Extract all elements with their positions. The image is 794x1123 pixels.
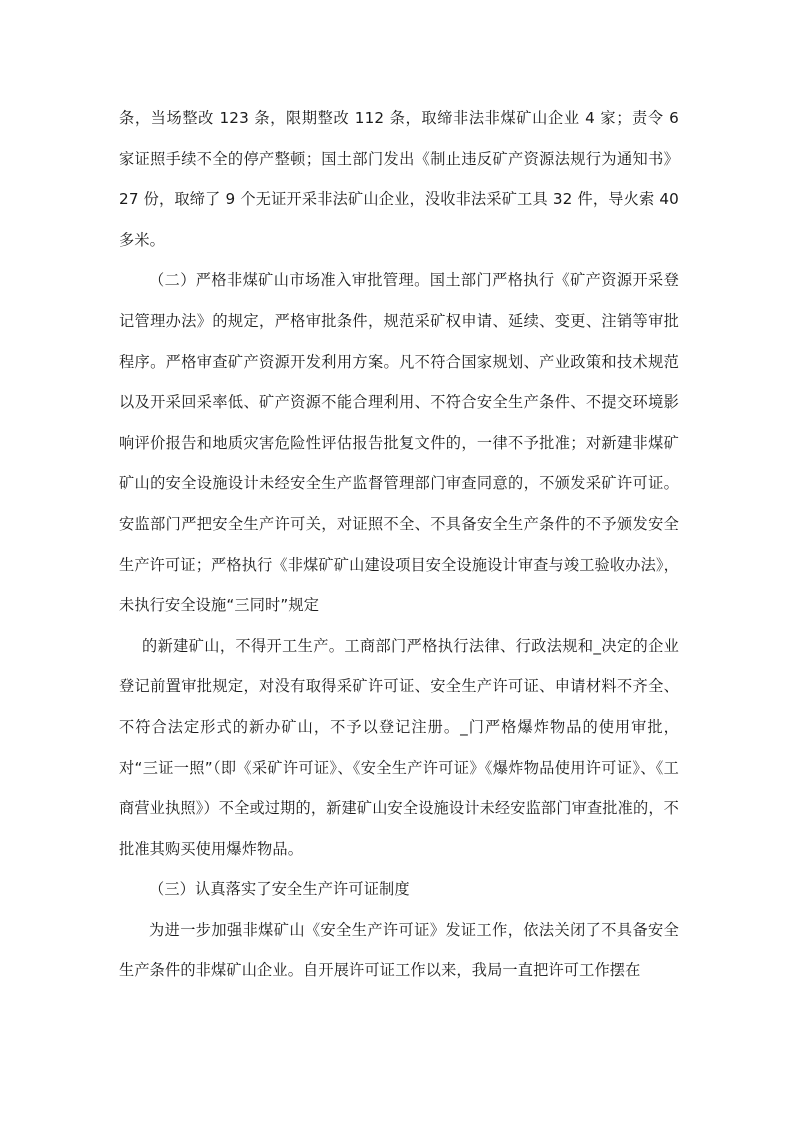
paragraph-business-registration: 的新建矿山，不得开工生产。工商部门严格执行法律、行政法规和_决定的企业登记前置审批规定，对没有取得采矿许可证、安全生产许可证、申请材料不齐全、不符合法定形式的新办矿山，不予以登记注册。_门严格爆炸物品的使用审批，对“三证一照”（即《采矿许可证》、《安全生产许可证》《爆炸物品使用许可证》、《工商营业执照》）不全或过期的，新建矿山安全设施设计未经安监部门审查批准的，不批准其购买使用爆炸物品。 (119, 636, 679, 858)
paragraph-enforcement-results: 条，当场整改 123 条，限期整改 112 条，取缔非法非煤矿山企业 4 家；责令 6 家证照手续不全的停产整顿；国土部门发出《制止违反矿产资源法规行为通知书》27 份，取缔了 9 个无证开采非法矿山企业，没收非法采矿工具 32 件，导火索 40 多米。 (119, 109, 679, 249)
document-body (119, 98, 679, 991)
paragraph-market-access-approval: （二）严格非煤矿山市场准入审批管理。国土部门严格执行《矿产资源开采登记管理办法》的规定，严格审批条件，规范采矿权申请、延续、变更、注销等审批程序。严格审查矿产资源开发利用方案。凡不符合国家规划、产业政策和技术规范以及开采回采率低、矿产资源不能合理利用、不符合安全生产条件、不提交环境影响评价报告和地质灾害危险性评估报告批复文件的，一律不予批准；对新建非煤矿矿山的安全设施设计未经安全生产监督管理部门审查同意的，不颁发采矿许可证。安监部门严把安全生产许可关，对证照不全、不具备安全生产条件的不予颁发安全生产许可证；严格执行《非煤矿矿山建设项目安全设施设计审查与竣工验收办法》，未执行安全设施“三同时”规定 (119, 271, 679, 615)
paragraph-safety-permit-work: 为进一步加强非煤矿山《安全生产许可证》发证工作，依法关闭了不具备安全生产条件的非煤矿山企业。自开展许可证工作以来，我局一直把许可工作摆在 (119, 920, 679, 980)
section-heading-safety-permit: （三）认真落实了安全生产许可证制度 (149, 880, 410, 899)
